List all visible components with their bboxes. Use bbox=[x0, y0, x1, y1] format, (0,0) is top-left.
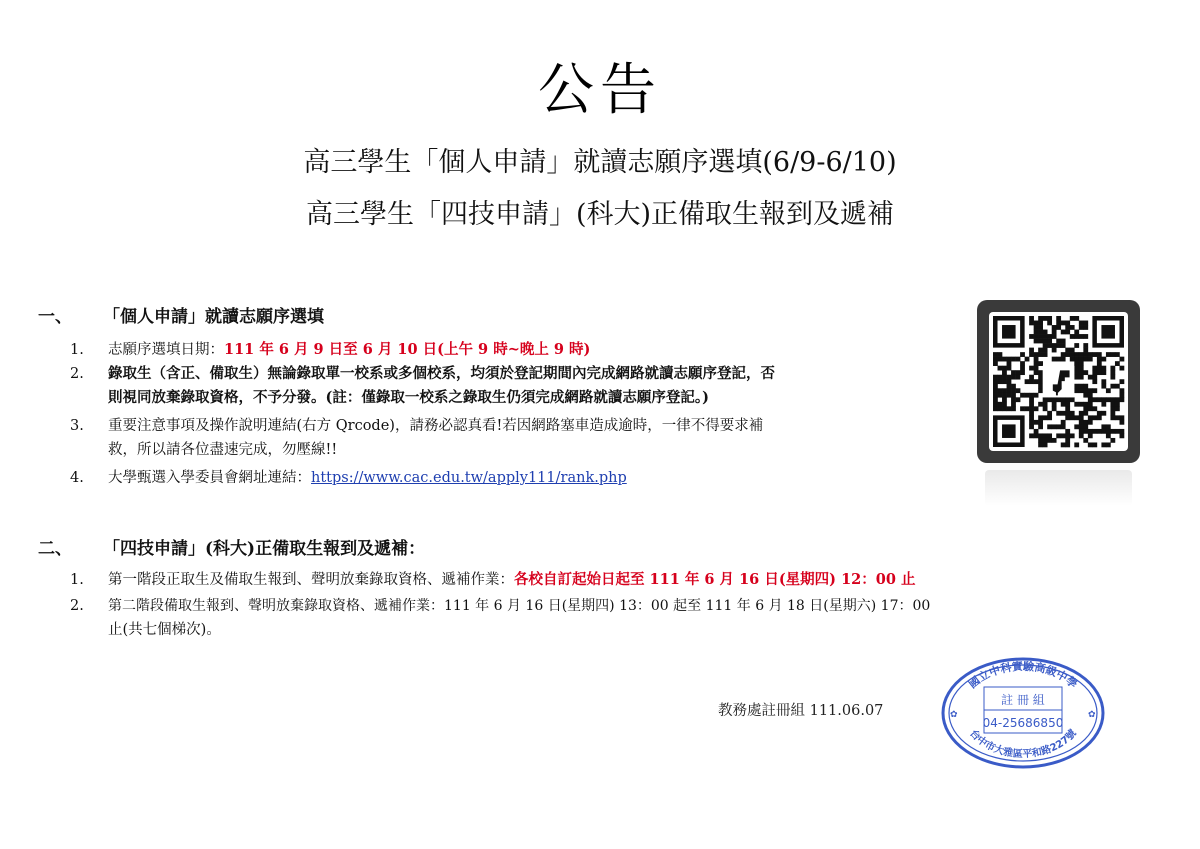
section2-number: 二、 bbox=[38, 539, 72, 559]
subtitle-individual-application: 高三學生「個人申請」就讀志願序選填(6/9-6/10) bbox=[303, 147, 897, 178]
cac-rank-link[interactable]: https://www.cac.edu.tw/apply111/rank.php bbox=[311, 470, 627, 486]
official-stamp bbox=[938, 655, 1108, 770]
item-text-line-1: 重要注意事項及操作說明連結(右方 Qrcode)，請務必認真看!若因網路塞車造成逾時，一律不得要求補 bbox=[108, 418, 764, 434]
section1-item-2 bbox=[70, 362, 970, 410]
section1-item-3 bbox=[70, 414, 970, 462]
item-number: 3. bbox=[70, 418, 84, 434]
item-number: 2. bbox=[70, 366, 84, 382]
page-title: 公告 bbox=[538, 58, 662, 123]
selection-date-range: 111 年 6 月 9 日至 6 月 10 日(上午 9 時~晚上 9 時) bbox=[224, 341, 591, 358]
item-text-line-1: 第二階段備取生報到、聲明放棄錄取資格、遞補作業：111 年 6 月 16 日(星期四) 13：00 起至 111 年 6 月 18 日(星期六) 17：00 bbox=[108, 598, 931, 614]
item-text-line-2: 則視同放棄錄取資格，不予分發。(註：僅錄取一校系之錄取生仍須完成網路就讀志願序登記。) bbox=[108, 389, 709, 406]
item-label: 大學甄選入學委員會網址連結： bbox=[108, 470, 311, 486]
section1-item-4 bbox=[70, 466, 950, 490]
item-label: 第一階段正取生及備取生報到、聲明放棄錄取資格、遞補作業： bbox=[108, 572, 514, 588]
section1-heading: 「個人申請」就讀志願序選填 bbox=[103, 307, 324, 327]
section1-number: 一、 bbox=[38, 307, 72, 327]
section2-item-1 bbox=[70, 568, 1160, 592]
qrcode[interactable] bbox=[989, 312, 1128, 451]
office-signature-date: 教務處註冊組 111.06.07 bbox=[718, 703, 884, 719]
item-number: 1. bbox=[70, 342, 84, 358]
qrcode-image bbox=[989, 312, 1128, 451]
stamp-address-text: 台中市大雅區平和路227號 bbox=[967, 728, 1079, 761]
stamp-org-text: 國立中科實驗高級中學 bbox=[966, 659, 1080, 691]
qrcode-frame bbox=[977, 300, 1140, 463]
item-number: 4. bbox=[70, 470, 84, 486]
section2-heading: 「四技申請」(科大)正備取生報到及遞補： bbox=[103, 539, 426, 559]
section1-item-1 bbox=[70, 338, 950, 362]
item-text-line-2: 止(共七個梯次)。 bbox=[108, 622, 221, 638]
qrcode-reflection bbox=[985, 470, 1132, 506]
svg-text:✿: ✿ bbox=[1088, 710, 1096, 720]
item-label: 志願序選填日期： bbox=[108, 342, 224, 358]
svg-text:✿: ✿ bbox=[950, 710, 958, 720]
item-number: 2. bbox=[70, 598, 84, 614]
item-number: 1. bbox=[70, 572, 84, 588]
svg-text:國立中科實驗高級中學 bbox=[966, 659, 1081, 691]
stamp-phone-text: 04-25686850 bbox=[982, 716, 1064, 730]
stamp-dept-text: 註 冊 組 bbox=[1001, 693, 1045, 707]
item-text-line-1: 錄取生（含正、備取生）無論錄取單一校系或多個校系，均須於登記期間內完成網路就讀志願序登記，否 bbox=[108, 365, 775, 382]
subtitle-four-year-tech-application: 高三學生「四技申請」(科大)正備取生報到及遞補 bbox=[305, 199, 895, 230]
first-stage-deadline: 各校自訂起始日起至 111 年 6 月 16 日(星期四) 12：00 止 bbox=[514, 571, 916, 588]
item-text-line-2: 救，所以請各位盡速完成，勿壓線!! bbox=[108, 442, 338, 458]
section2-item-2 bbox=[70, 594, 1160, 642]
